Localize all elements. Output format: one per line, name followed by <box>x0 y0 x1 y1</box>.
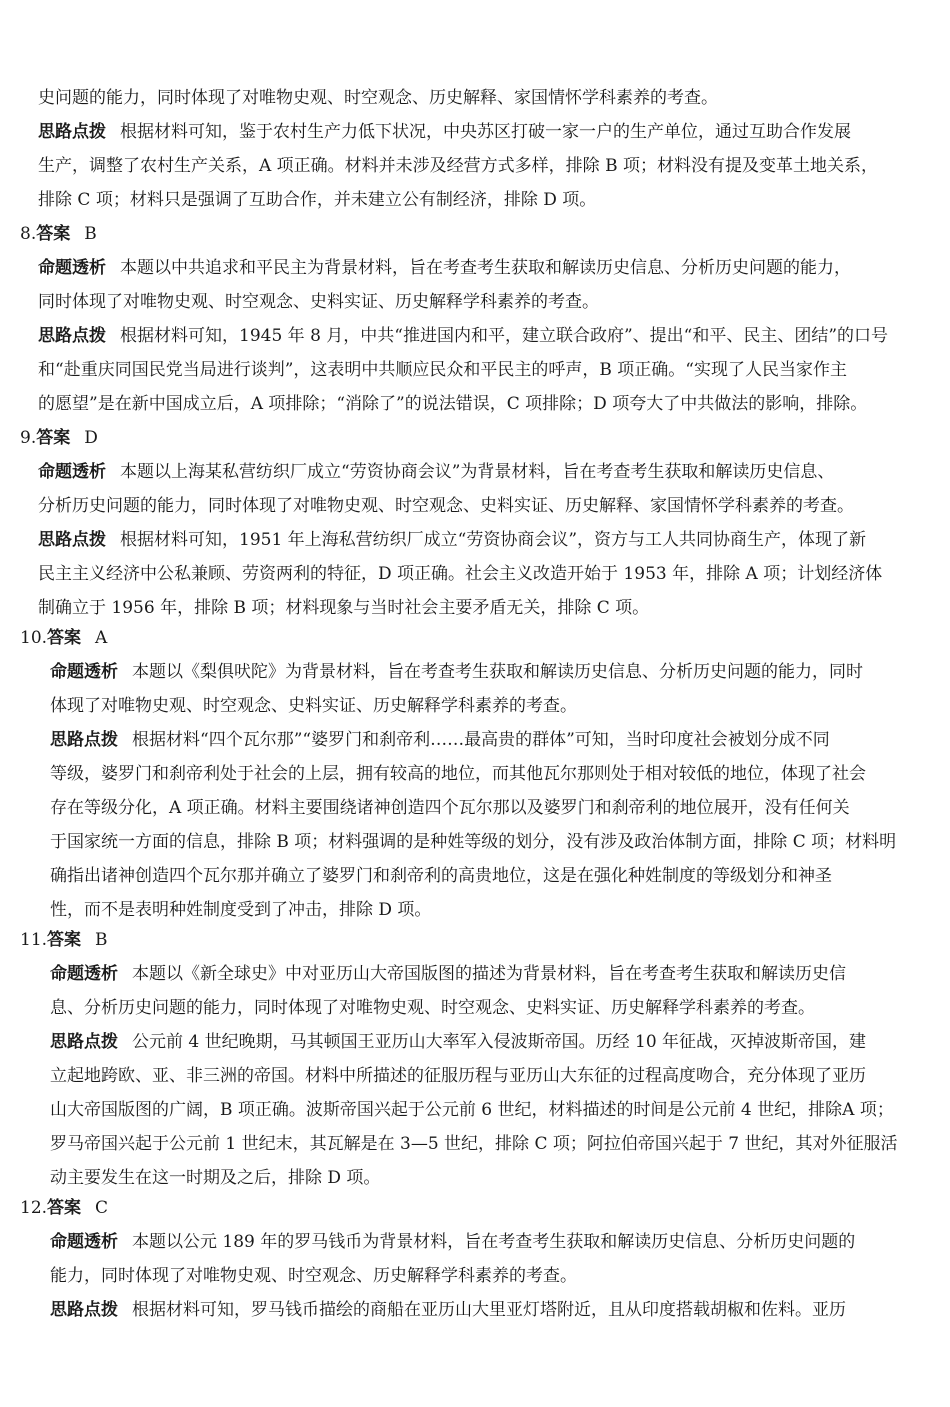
q10-analysis-line-1: 思路点拨 根据材料“四个瓦尔那”“婆罗门和刹帝利……最高贵的群体”可知，当时印度社会被划分成不同 <box>50 730 830 750</box>
q10-analysis-line-4: 于国家统一方面的信息，排除 B 项；材料强调的是种姓等级的划分，没有涉及政治体制方面，排除 C 项；材料明 <box>50 832 897 852</box>
q11-analysis-line-2: 立起地跨欧、亚、非三洲的帝国。材料中所描述的征服历程与亚历山大东征的过程高度吻合，充分体现了亚历 <box>50 1066 866 1086</box>
q9-transparency-line-2: 分析历史问题的能力，同时体现了对唯物史观、时空观念、史料实证、历史解释、家国情怀学科素养的考查。 <box>38 496 854 516</box>
q9-transparency-line-1: 命题透析 本题以上海某私营纺织厂成立“劳资协商会议”为背景材料，旨在考查考生获取和解读历史信息、 <box>38 462 835 482</box>
q11-analysis-line-3: 山大帝国版图的广阔，B 项正确。波斯帝国兴起于公元前 6 世纪，材料描述的时间是公元前 4 世纪，排除A 项； <box>50 1100 894 1120</box>
q11-answer-row: 11.答案 B <box>20 930 108 950</box>
q12-transparency-line-1: 命题透析 本题以公元 189 年的罗马钱币为背景材料，旨在考查考生获取和解读历史信息、分析历史问题的 <box>50 1232 856 1252</box>
analysis-label: 思路点拨 <box>50 730 118 750</box>
q11-analysis-line-1: 思路点拨 公元前 4 世纪晚期，马其顿国王亚历山大率军入侵波斯帝国。历经 10 年征战，灭掉波斯帝国，建 <box>50 1032 867 1052</box>
answer-value: C <box>95 1198 109 1218</box>
analysis-label: 思路点拨 <box>50 1300 118 1320</box>
q7-analysis-line-3: 排除 C 项；材料只是强调了互助合作，并未建立公有制经济，排除 D 项。 <box>38 190 597 210</box>
transparency-label: 命题透析 <box>50 662 118 682</box>
answer-label: 答案 <box>36 224 71 244</box>
q11-transparency-line-1: 命题透析 本题以《新全球史》中对亚历山大帝国版图的描述为背景材料，旨在考查考生获取和解读历史信 <box>50 964 846 984</box>
q9-analysis-line-2: 民主主义经济中公私兼顾、劳资两利的特征，D 项正确。社会主义改造开始于 1953 年，排除 A 项；计划经济体 <box>38 564 883 584</box>
q10-transparency-line-1: 命题透析 本题以《梨俱吠陀》为背景材料，旨在考查考生获取和解读历史信息、分析历史问题的能力，同时 <box>50 662 863 682</box>
q8-analysis-line-3: 的愿望”是在新中国成立后，A 项排除；“消除了”的说法错误，C 项排除；D 项夸大了中共做法的影响，排除。 <box>38 394 868 414</box>
q9-answer-row: 9.答案 D <box>20 428 98 448</box>
q11-analysis-line-5: 动主要发生在这一时期及之后，排除 D 项。 <box>50 1168 381 1188</box>
answer-label: 答案 <box>36 428 71 448</box>
answer-label: 答案 <box>47 1198 82 1218</box>
answer-label: 答案 <box>47 930 82 950</box>
q7-analysis-line-2: 生产，调整了农村生产关系，A 项正确。材料并未涉及经营方式多样，排除 B 项；材料没有提及变革土地关系， <box>38 156 878 176</box>
q7-analysis-label: 思路点拨 <box>38 122 106 142</box>
answer-label: 答案 <box>47 628 82 648</box>
analysis-label: 思路点拨 <box>38 326 106 346</box>
q11-transparency-line-2: 息、分析历史问题的能力，同时体现了对唯物史观、时空观念、史料实证、历史解释学科素养的考查。 <box>50 998 815 1018</box>
q8-transparency-line-1: 命题透析 本题以中共追求和平民主为背景材料，旨在考查考生获取和解读历史信息、分析历史问题的能力， <box>38 258 851 278</box>
answer-value: D <box>84 428 98 448</box>
q10-analysis-line-5: 确指出诸神创造四个瓦尔那并确立了婆罗门和刹帝利的高贵地位，这是在强化种姓制度的等级划分和神圣 <box>50 866 832 886</box>
transparency-label: 命题透析 <box>50 1232 118 1252</box>
q8-transparency-line-2: 同时体现了对唯物史观、时空观念、史料实证、历史解释学科素养的考查。 <box>38 292 599 312</box>
q9-analysis-line-1: 思路点拨 根据材料可知，1951 年上海私营纺织厂成立“劳资协商会议”，资方与工人共同协商生产，体现了新 <box>38 530 867 550</box>
q10-analysis-line-2: 等级，婆罗门和刹帝利处于社会的上层，拥有较高的地位，而其他瓦尔那则处于相对较低的地位，体现了社会 <box>50 764 866 784</box>
answer-value: B <box>84 224 97 244</box>
q7-transparency-tail: 史问题的能力，同时体现了对唯物史观、时空观念、历史解释、家国情怀学科素养的考查。 <box>38 88 718 108</box>
q12-answer-row: 12.答案 C <box>20 1198 109 1218</box>
answer-value: B <box>95 930 108 950</box>
q10-analysis-line-3: 存在等级分化，A 项正确。材料主要围绕诸神创造四个瓦尔那以及婆罗门和刹帝利的地位展开，没有任何关 <box>50 798 850 818</box>
transparency-label: 命题透析 <box>38 258 106 278</box>
q7-analysis-line-1: 思路点拨 根据材料可知，鉴于农村生产力低下状况，中央苏区打破一家一户的生产单位，通过互助合作发展 <box>38 122 851 142</box>
q8-analysis-line-1: 思路点拨 根据材料可知，1945 年 8 月，中共“推进国内和平，建立联合政府”、提出“和平、民主、团结”的口号 <box>38 326 889 346</box>
q10-answer-row: 10.答案 A <box>20 628 108 648</box>
q10-analysis-line-6: 性，而不是表明种姓制度受到了冲击，排除 D 项。 <box>50 900 432 920</box>
q12-analysis-line-1: 思路点拨 根据材料可知，罗马钱币描绘的商船在亚历山大里亚灯塔附近，且从印度搭载胡椒和佐料。亚历 <box>50 1300 846 1320</box>
answer-value: A <box>95 628 108 648</box>
analysis-label: 思路点拨 <box>50 1032 118 1052</box>
transparency-label: 命题透析 <box>50 964 118 984</box>
q8-analysis-line-2: 和“赴重庆同国民党当局进行谈判”，这表明中共顺应民众和平民主的呼声，B 项正确。“实现了人民当家作主 <box>38 360 847 380</box>
q8-answer-row: 8.答案 B <box>20 224 97 244</box>
q12-transparency-line-2: 能力，同时体现了对唯物史观、时空观念、历史解释学科素养的考查。 <box>50 1266 577 1286</box>
q9-analysis-line-3: 制确立于 1956 年，排除 B 项；材料现象与当时社会主要矛盾无关，排除 C 项。 <box>38 598 650 618</box>
q11-analysis-line-4: 罗马帝国兴起于公元前 1 世纪末，其瓦解是在 3—5 世纪，排除 C 项；阿拉伯帝国兴起于 7 世纪，其对外征服活 <box>50 1134 898 1154</box>
q10-transparency-line-2: 体现了对唯物史观、时空观念、史料实证、历史解释学科素养的考查。 <box>50 696 577 716</box>
analysis-label: 思路点拨 <box>38 530 106 550</box>
transparency-label: 命题透析 <box>38 462 106 482</box>
